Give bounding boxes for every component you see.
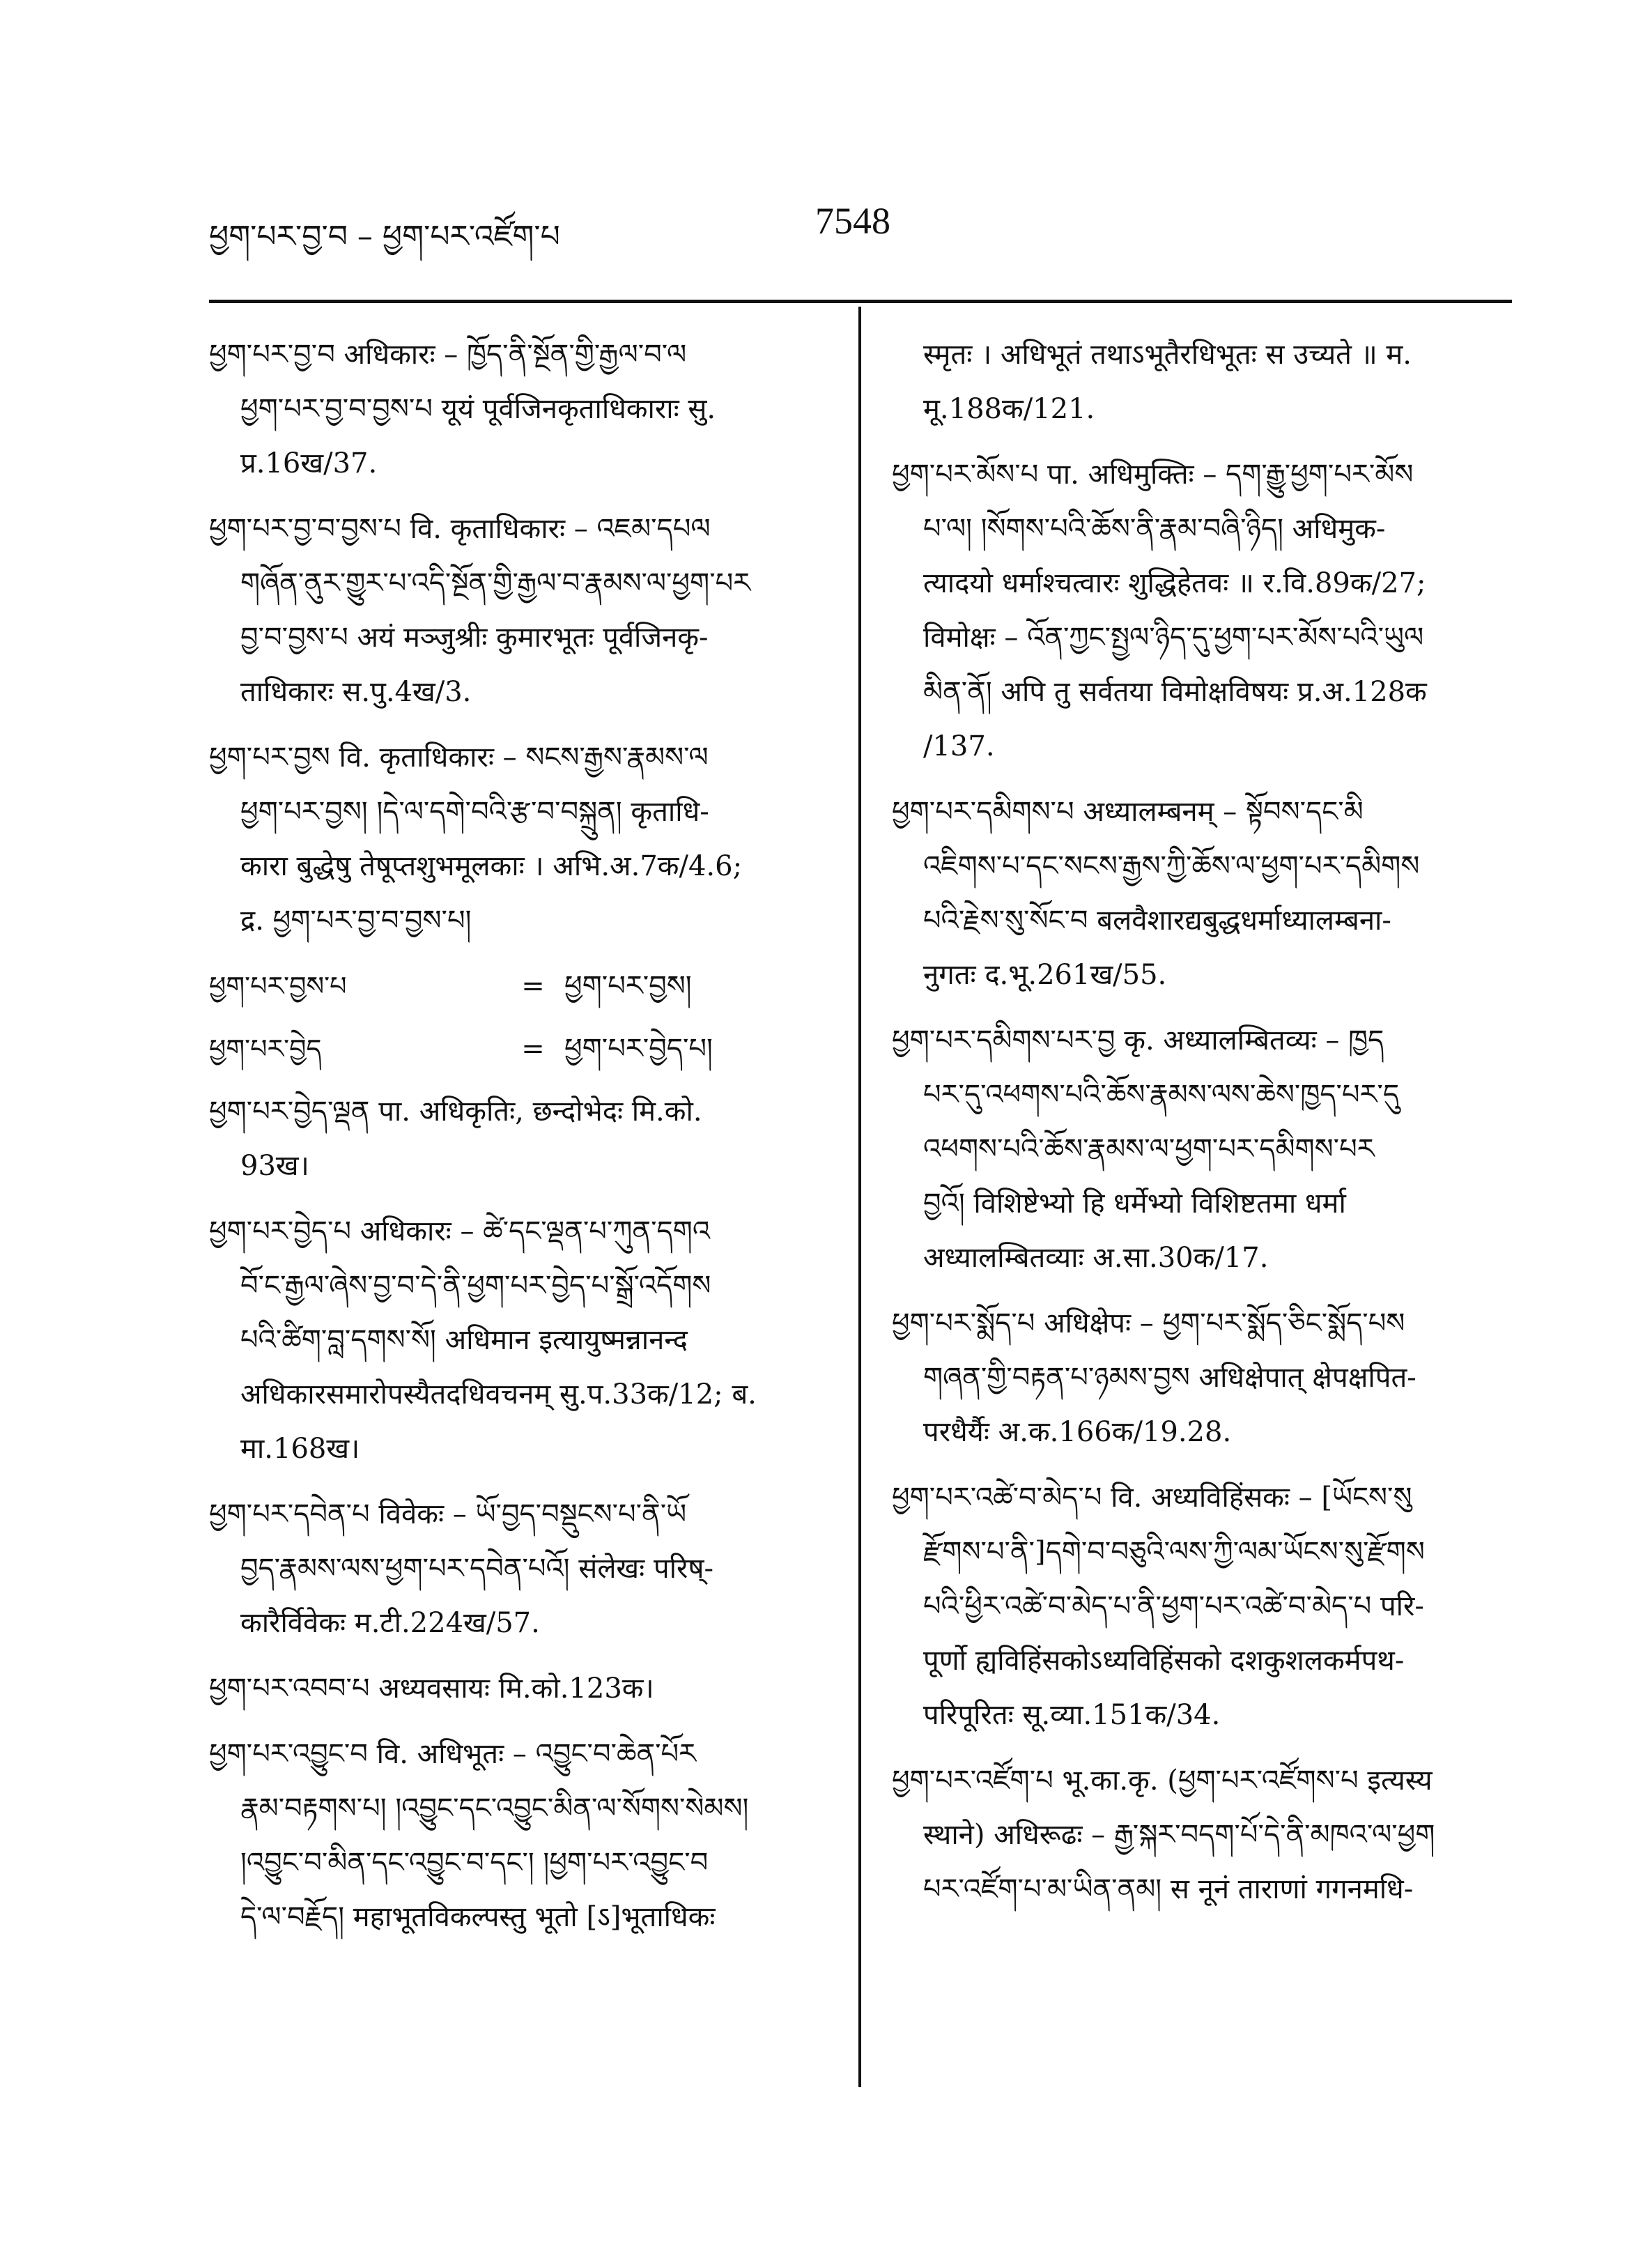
dictionary-entry <box>209 1084 822 1193</box>
equivalence-eq: = <box>521 1033 545 1065</box>
right-column <box>892 328 1505 1928</box>
entry-continuation-line: प्र.16ख/37. <box>240 447 378 479</box>
entry-continuation-line: པའི་ཕྱིར་འཚེ་བ་མེད་པ་ནི་ཕྱག་པར་འཚེ་བ་མེད་པ परि- <box>923 1590 1424 1622</box>
entry-first-line: ཕྱག་པར་དབེན་པ विवेकः – ཡོ་བྱད་བསྡུངས་པ་ནི་ཡོ <box>209 1498 687 1530</box>
entry-first-line: ཕྱག་པར་བྱེད་ལྡན पा. अधिकृतिः, छन्दोभेदः मि.को. <box>209 1096 702 1128</box>
entry-continuation-line: དེ་ལ་བརྗོད། महाभूतविकल्पस्तु भूतो [ऽ]भूताधिकः <box>240 1901 716 1933</box>
entry-continuation-line: པར་འཛོག་པ་མ་ཡིན་ནམ། स नूनं ताराणां गगनमधि- <box>923 1873 1414 1905</box>
entry-continuation-line: བྱད་རྣམས་ལས་ཕྱག་པར་དབེན་པའོ། संलेखः परिष्- <box>240 1553 714 1585</box>
entry-first-line: ཕྱག་པར་འཛོག་པ भू.का.कृ. (ཕྱག་པར་འཛོགས་པ इत्यस्य <box>892 1765 1433 1797</box>
entry-continuation-line: पूर्णो ह्यविहिंसकोऽध्यविहिंसको दशकुशलकर्मपथ- <box>923 1645 1405 1677</box>
entry-first-line: ཕྱག་པར་འབྱུང་བ वि. अधिभूतः – འབྱུང་བ་ཆེན་པོར <box>209 1738 697 1770</box>
dictionary-entry <box>209 328 822 491</box>
entry-continuation-line: स्थाने) अधिरूढः – རྒྱ་སྐར་བདག་པོ་དེ་ནི་མཁའ་ལ་ཕྱག <box>923 1819 1435 1851</box>
entry-continuation-line: རྫོགས་པ་ནི་]དགེ་བ་བཅུའི་ལས་ཀྱི་ལམ་ཡོངས་སུ་རྫོགས <box>923 1536 1425 1568</box>
dictionary-entry <box>209 1487 822 1650</box>
entry-first-line: ཕྱག་པར་མོས་པ पा. अधिमुक्तिः – དག་རྒྱུ་ཕྱག་པར་མོས <box>892 459 1414 491</box>
entry-first-line: ཕྱག་པར་བྱ་བ अधिकारः – ཁྱོད་ནི་སྔོན་གྱི་རྒྱལ་བ་ལ <box>209 339 687 371</box>
entry-first-line: ཕྱག་པར་འབབ་པ अध्यवसायः मि.को.123क। <box>209 1673 654 1705</box>
entry-first-line: ཕྱག་པར་དམིགས་པར་བྱ कृ. अध्यालम्बितव्यः – ཁྱད <box>892 1024 1384 1056</box>
entry-continuation-line: त्यादयो धर्माश्चत्वारः शुद्धिहेतवः ॥ र.वि.89क/27; <box>923 567 1426 599</box>
entry-continuation-line: འཕགས་པའི་ཆོས་རྣམས་ལ་ཕྱག་པར་དམིགས་པར <box>923 1133 1375 1165</box>
entry-continuation-line: །འབྱུང་བ་མིན་དང་འབྱུང་བ་དང་། །ཕྱག་པར་འབྱུང་བ <box>240 1847 709 1879</box>
entry-continuation-line: कारैर्विवेकः म.टी.224ख/57. <box>240 1607 540 1639</box>
dictionary-entry <box>892 1753 1505 1916</box>
equivalence-term: ཕྱག་པར་བྱེད <box>209 1033 322 1064</box>
entry-continuation-line: མིན་ནོ། अपि तु सर्वतया विमोक्षविषयः प्र.अ.128क <box>923 676 1427 708</box>
entry-continuation-line: परिपूरितः सू.व्या.151क/34. <box>923 1699 1221 1731</box>
entry-continuation-line: པ་ལ། །སོགས་པའི་ཆོས་ནི་རྣམ་བཞི་ཉིད། अधिमुक- <box>923 513 1386 545</box>
entry-continuation-line: मू.188क/121. <box>923 393 1095 425</box>
entry-continuation-line: རྣམ་བརྟགས་པ། །འབྱུང་དང་འབྱུང་མིན་ལ་སོགས་སེམས། <box>240 1792 749 1824</box>
entry-continuation-line: བོ་ང་རྒྱལ་ཞེས་བྱ་བ་དེ་ནི་ཕྱག་པར་བྱེད་པ་སྒྲོ་འདོགས <box>240 1270 711 1302</box>
running-head: ཕྱག་པར་བྱ་བ – ཕྱག་པར་འཛོག་པ <box>209 219 560 254</box>
dictionary-entry <box>892 1296 1505 1459</box>
equivalence-term: ཕྱག་པར་བྱས་པ <box>209 971 347 1001</box>
dictionary-entry <box>892 785 1505 1002</box>
page-number: 7548 <box>815 200 890 242</box>
entry-first-line: ཕྱག་པར་བྱེད་པ अधिकारः – ཚེ་དང་ལྡན་པ་ཀུན་དགའ <box>209 1215 711 1247</box>
entry-continuation-line: /137. <box>923 730 995 762</box>
dictionary-entry <box>892 328 1505 436</box>
equivalence-target: ཕྱག་པར་བྱས། <box>564 970 692 1002</box>
entry-first-line: स्मृतः । अधिभूतं तथाऽभूतैरधिभूतः स उच्यते ॥ म. <box>923 339 1412 371</box>
dictionary-entry <box>209 1204 822 1476</box>
entry-continuation-line: ཕྱག་པར་བྱས། །དེ་ལ་དགེ་བའི་རྩ་བ་བསྐྲུན། कृताधि- <box>240 796 709 828</box>
entry-continuation-line: ཕྱག་པར་བྱ་བ་བྱས་པ यूयं पूर्वजिनकृताधिकाराः सु. <box>240 393 716 425</box>
entry-first-line: ཕྱག་པར་སྨོད་པ अधिक्षेपः – ཕྱག་པར་སྨོད་ཅིང་སྨོད་པས <box>892 1307 1405 1339</box>
entry-continuation-line: བྱ་བ་བྱས་པ अयं मञ्जुश्रीः कुमारभूतः पूर्वजिनकृ- <box>240 622 709 654</box>
entry-continuation-line: པར་དུ་འཕགས་པའི་ཆོས་རྣམས་ལས་ཆེས་ཁྱད་པར་དུ <box>923 1079 1399 1111</box>
entry-continuation-line: मा.168ख। <box>240 1433 360 1465</box>
entry-first-line: ཕྱག་པར་འཚེ་བ་མེད་པ वि. अध्यविहिंसकः – [ཡོངས་སུ <box>892 1482 1412 1514</box>
dictionary-entry <box>892 447 1505 774</box>
dictionary-entry <box>209 730 822 948</box>
dictionary-entry <box>892 1013 1505 1285</box>
left-column <box>209 328 822 1955</box>
entry-continuation-line: परधैर्यैः अ.क.166क/19.28. <box>923 1416 1232 1448</box>
entry-continuation-line: अध्यालम्बितव्याः अ.सा.30क/17. <box>923 1242 1269 1274</box>
entry-continuation-line: ताधिकारः स.पु.4ख/3. <box>240 676 472 708</box>
entry-continuation-line: གཞན་གྱི་བརྟན་པ་ཉམས་བྱས अधिक्षेपात् क्षेपक्षपित- <box>923 1362 1416 1394</box>
entry-continuation-line: གཞོན་ནུར་གྱུར་པ་འདི་སྔོན་གྱི་རྒྱལ་བ་རྣམས་ལ་ཕྱག་པར <box>240 567 751 599</box>
entry-continuation-line: विमोक्षः – འོན་ཀྱང་སྤྱལ་ཉིད་དུ་ཕྱག་པར་མོས་པའི་ཡུལ <box>923 622 1424 654</box>
entry-continuation-line: བྱའོ། विशिष्टेभ्यो हि धर्मेभ्यो विशिष्टतमा धर्मा <box>923 1188 1346 1220</box>
equivalence-row <box>209 1022 822 1076</box>
column-divider <box>858 307 861 2087</box>
entry-first-line: ཕྱག་པར་བྱས वि. कृताधिकारः – སངས་རྒྱས་རྣམས་ལ <box>209 741 709 774</box>
entry-continuation-line: अधिकारसमारोपस्यैतदधिवचनम् सु.प.33क/12; ब. <box>240 1378 757 1411</box>
entry-first-line: ཕྱག་པར་དམིགས་པ अध्यालम्बनम् – སྟོབས་དང་མི <box>892 796 1364 828</box>
entry-continuation-line: པའི་རྗེས་སུ་སོང་བ बलवैशारद्यबुद्धधर्माध्यालम्बना- <box>923 905 1391 937</box>
dictionary-entry <box>209 1727 822 1944</box>
dictionary-entry <box>892 1470 1505 1742</box>
entry-continuation-line: འཇིགས་པ་དང་སངས་རྒྱས་ཀྱི་ཆོས་ལ་ཕྱག་པར་དམིགས <box>923 850 1420 882</box>
equivalence-row <box>209 959 822 1013</box>
entry-continuation-line: 93ख। <box>240 1150 309 1182</box>
equivalence-target: ཕྱག་པར་བྱེད་པ། <box>564 1033 713 1065</box>
entry-continuation-line: नुगतः द.भू.261ख/55. <box>923 959 1167 991</box>
entry-first-line: ཕྱག་པར་བྱ་བ་བྱས་པ वि. कृताधिकारः – འཇམ་དཔལ <box>209 513 711 545</box>
dictionary-entry <box>209 1661 822 1716</box>
entry-continuation-line: པའི་ཚིག་བླ་དགས་སོ། अधिमान इत्यायुष्मन्नानन्द <box>240 1324 688 1356</box>
dictionary-entry <box>209 502 822 719</box>
entry-continuation-line: कारा बुद्धेषु तेषूप्तशुभमूलकाः । अभि.अ.7क/4.6; <box>240 850 743 882</box>
top-rule <box>209 300 1512 303</box>
entry-continuation-line: द्र. ཕྱག་པར་བྱ་བ་བྱས་པ། <box>240 905 472 937</box>
equivalence-eq: = <box>521 970 545 1002</box>
